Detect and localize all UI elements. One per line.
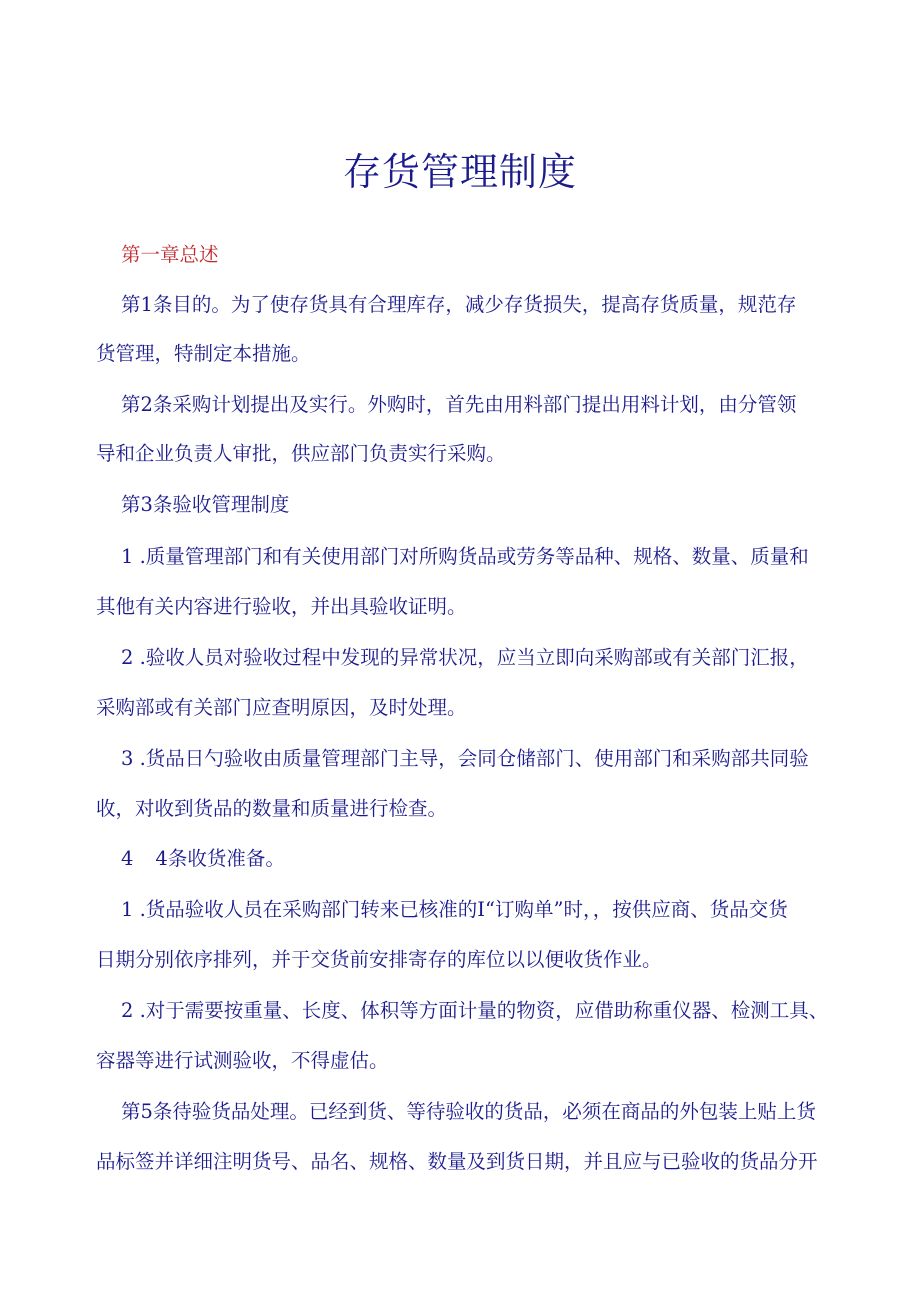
article-4-item-1-line-2: 日期分别依序排列，并于交货前安排寄存的库位以以便收货作业。 bbox=[96, 948, 662, 971]
article-5-line-1: 第5条待验货品处理。已经到货、等待验收的货品，必须在商品的外包装上贴上货 bbox=[121, 1100, 816, 1123]
article-4-item-2-line-2: 容器等进行试测验收，不得虚估。 bbox=[96, 1049, 389, 1072]
article-4-item-2-line-1: 2 .对于需要按重量、长度、体积等方面计量的物资，应借助称重仪器、检测工具、 bbox=[121, 999, 829, 1022]
article-5-line-2: 品标签并详细注明货号、品名、规格、数量及到货日期，并且应与已验收的货品分开 bbox=[96, 1150, 818, 1173]
article-2-line-1: 第2条采购计划提出及实行。外购时，首先由用料部门提出用料计划，由分管领 bbox=[121, 393, 797, 416]
article-1-line-1: 第1条目的。为了使存货具有合理库存，减少存货损失，提高存货质量，规范存 bbox=[121, 293, 797, 316]
article-3-item-3-line-2: 收，对收到货品的数量和质量进行检查。 bbox=[96, 797, 448, 820]
article-1-line-2: 货管理，特制定本措施。 bbox=[96, 342, 311, 365]
document-title: 存货管理制度 bbox=[342, 150, 577, 194]
article-3-item-1-line-1: 1 .质量管理部门和有关使用部门对所购货品或劳务等品种、规格、数量、质量和 bbox=[121, 545, 809, 568]
article-3-heading: 第3条验收管理制度 bbox=[121, 493, 290, 516]
article-4-number: 4 bbox=[121, 847, 134, 870]
article-4-heading bbox=[121, 845, 881, 873]
article-2-line-2: 导和企业负责人审批，供应部门负责实行采购。 bbox=[96, 442, 506, 465]
article-3-item-2-line-2: 采购部或有关部门应查明原因，及时处理。 bbox=[96, 696, 467, 719]
article-3-item-1-line-2: 其他有关内容进行验收，并出具验收证明。 bbox=[96, 595, 467, 618]
article-3-item-2-line-1: 2 .验收人员对验收过程中发现的异常状况，应当立即向采购部或有关部门汇报， bbox=[121, 646, 809, 669]
article-3-item-3-line-1: 3 .货品日勺验收由质量管理部门主导，会同仓储部门、使用部门和采购部共同验 bbox=[121, 747, 809, 770]
article-4-item-1-line-1: 1 .货品验收人员在采购部门转来已核准的I“订购单”时，，按供应商、货品交货 bbox=[121, 898, 788, 921]
article-4-heading-text: 4条收货准备。 bbox=[155, 847, 285, 870]
chapter-heading: 第一章总述 bbox=[121, 243, 219, 266]
